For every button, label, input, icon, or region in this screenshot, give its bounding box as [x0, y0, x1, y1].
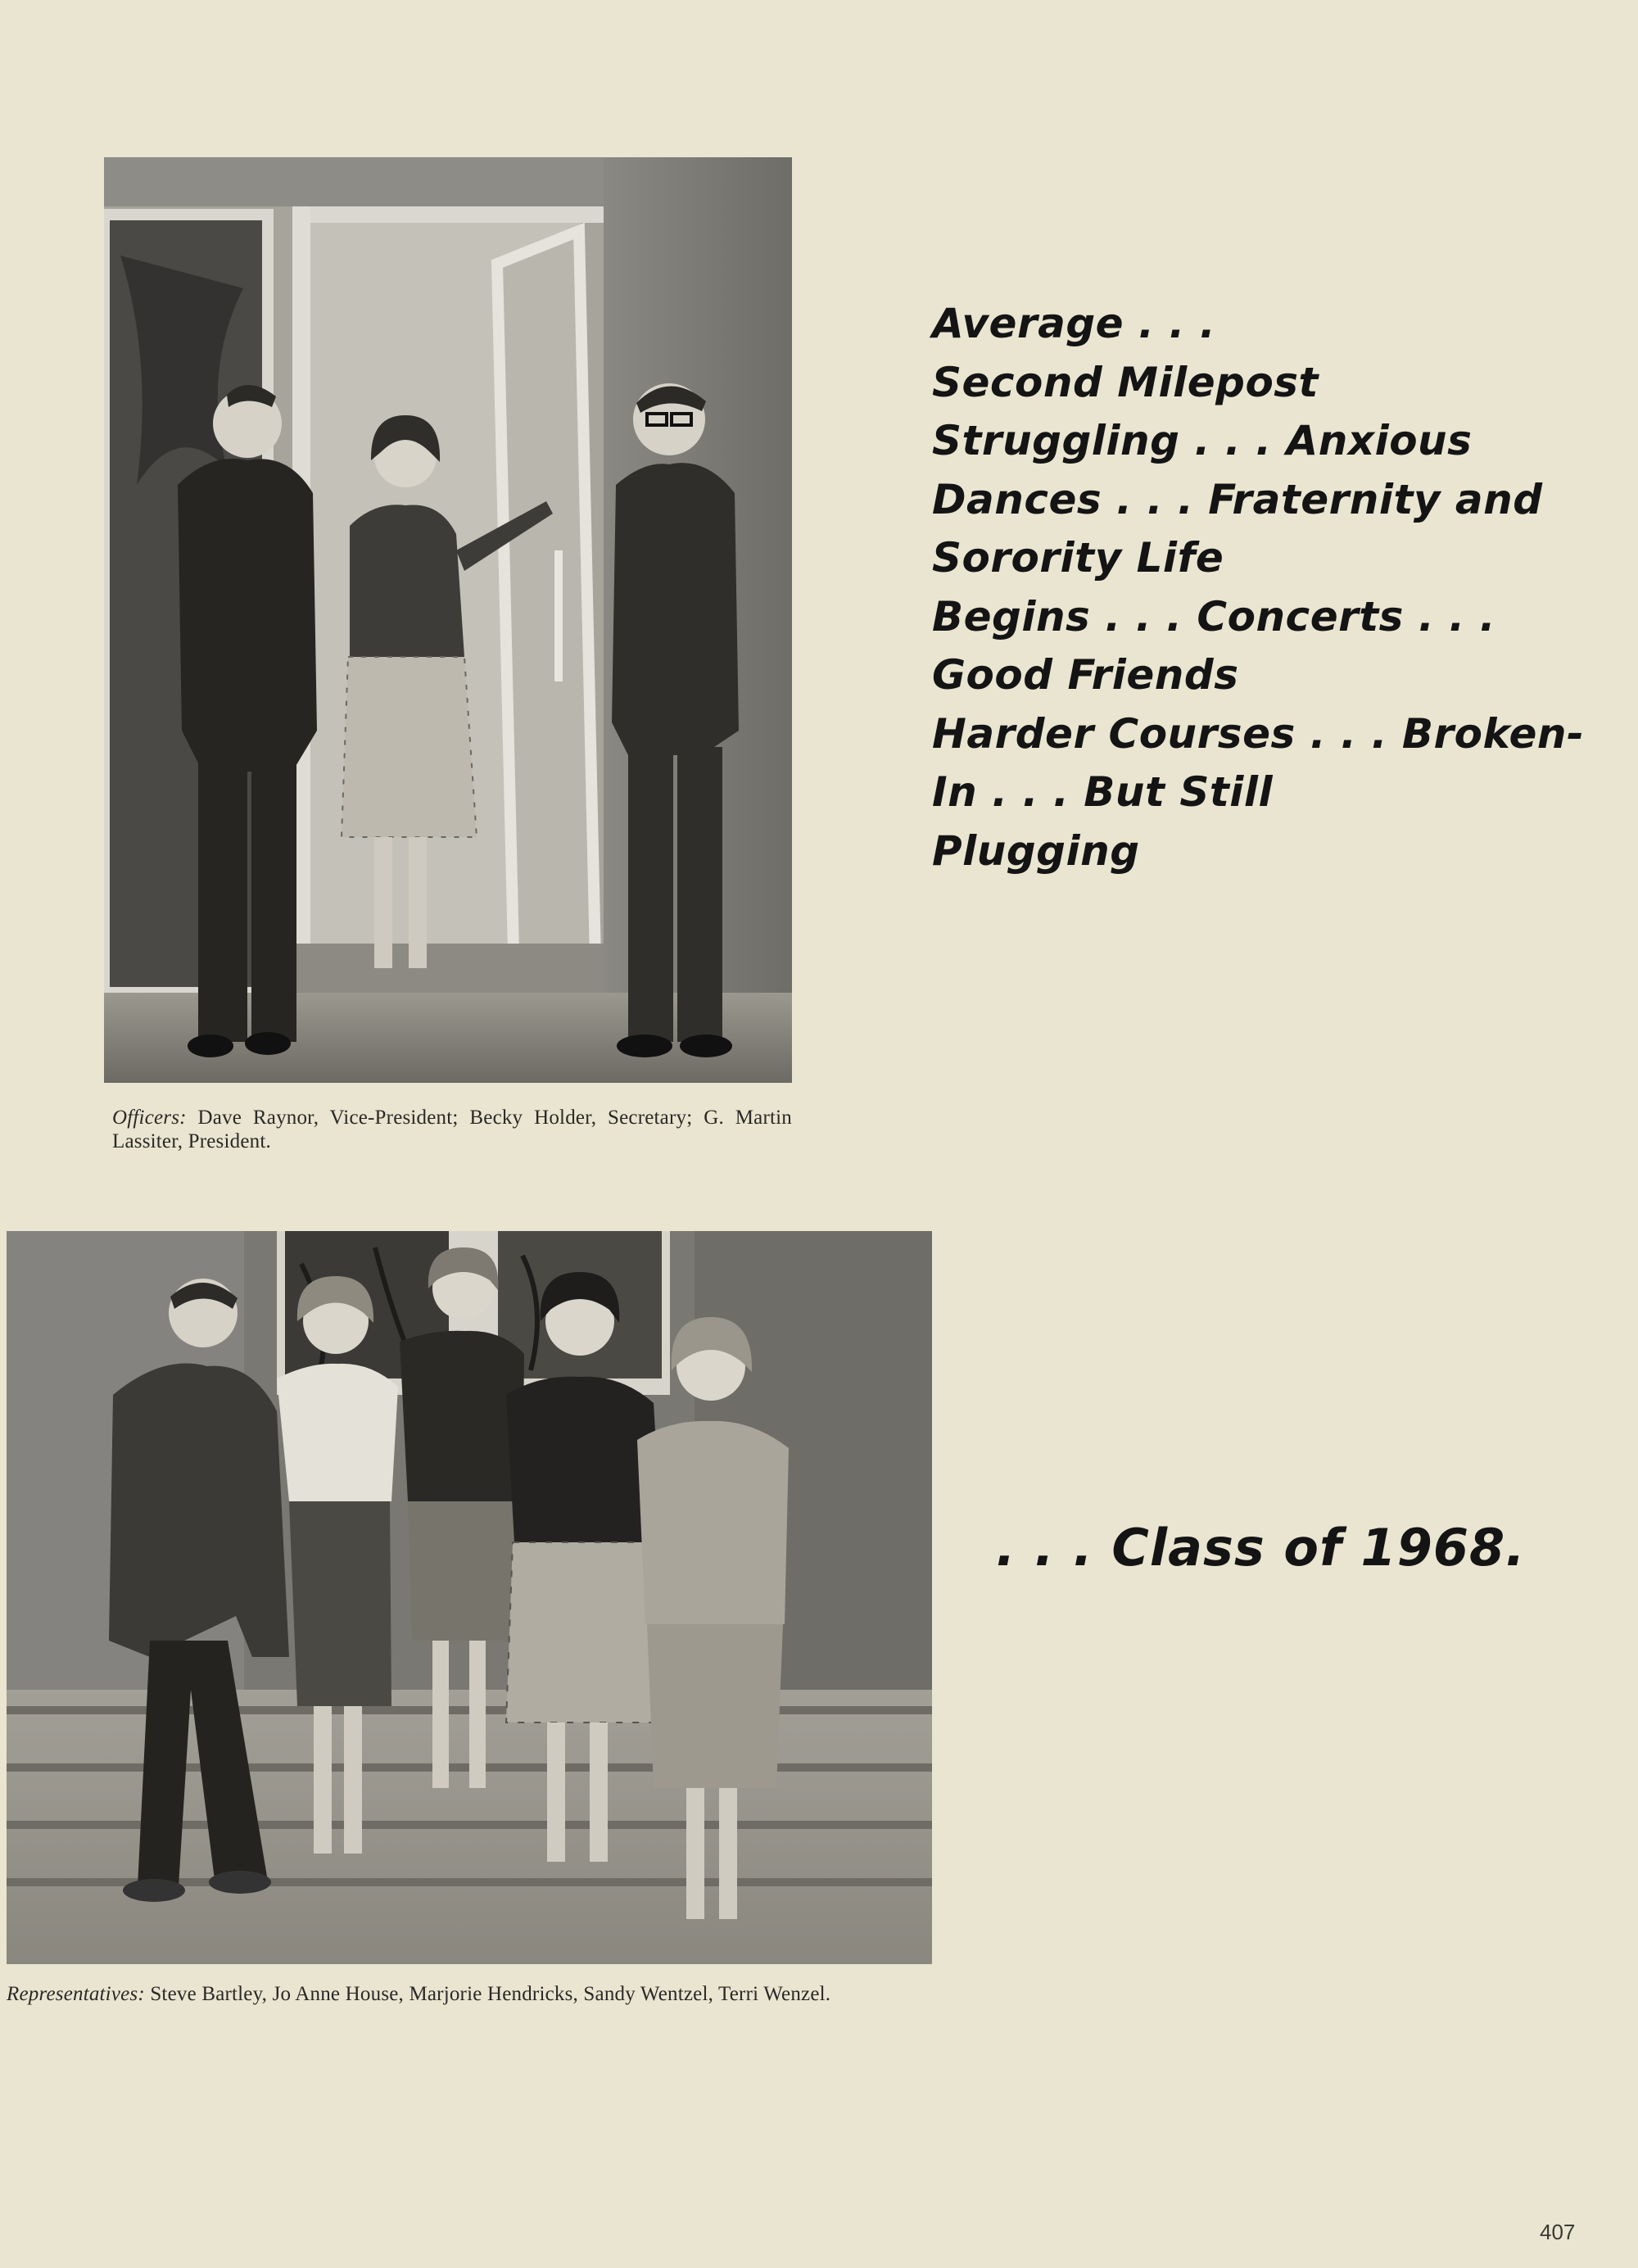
- theme-line: Average . . .: [932, 300, 1216, 347]
- officers-caption: [112, 1106, 792, 1153]
- representatives-photo: [7, 1231, 932, 1964]
- representatives-caption-lead: Representatives:: [7, 1983, 145, 2005]
- theme-text: [932, 295, 1620, 880]
- theme-line: Harder Courses . . . Broken-: [932, 709, 1585, 758]
- theme-line: Plugging: [932, 826, 1140, 875]
- theme-line: Second Milepost: [932, 358, 1319, 406]
- theme-line: Struggling . . . Anxious: [932, 417, 1473, 464]
- representatives-caption: [7, 1982, 925, 2006]
- officers-caption-text: Dave Raynor, Vice-President; Becky Holder, Secretary; G. Martin Lassiter, President.: [112, 1107, 792, 1152]
- representatives-caption-text: Steve Bartley, Jo Anne House, Marjorie Hendricks, Sandy Wentzel, Terri Wenzel.: [144, 1983, 831, 2005]
- theme-line: Sorority Life: [932, 534, 1224, 582]
- theme-line: Begins . . . Concerts . . .: [932, 592, 1496, 641]
- theme-line: Good Friends: [932, 651, 1239, 699]
- theme-line: Dances . . . Fraternity and: [932, 475, 1543, 523]
- officers-caption-lead: Officers:: [112, 1107, 187, 1129]
- representatives-photo-art: [7, 1231, 932, 1964]
- officers-photo-art: [104, 157, 792, 1083]
- page-number: 407: [1540, 2220, 1576, 2244]
- theme-line: In . . . But Still: [932, 768, 1274, 816]
- class-of-1968-heading: . . . Class of 1968.: [996, 1518, 1526, 1578]
- officers-photo: [104, 157, 792, 1083]
